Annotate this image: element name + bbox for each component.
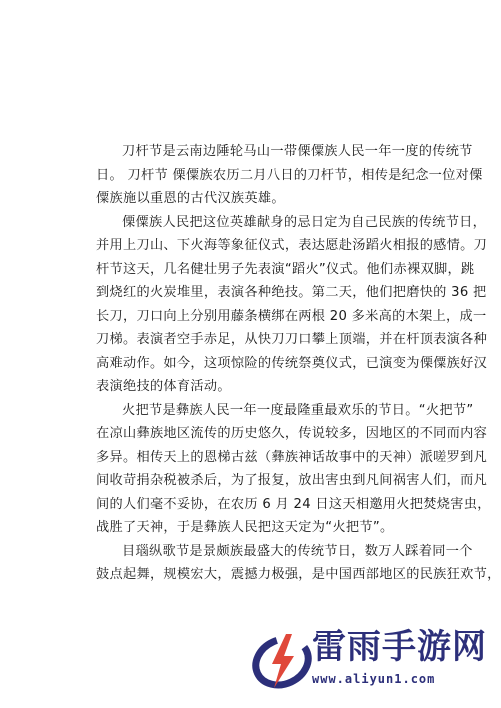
paragraph-line: 刀杆节是云南边陲轮马山一带傈僳族人民一年一度的传统节: [122, 144, 473, 159]
site-watermark: [250, 626, 487, 696]
paragraph-line: 杆节这天，几名健壮男子先表演“蹈火”仪式。他们赤裸双脚，跳: [96, 261, 475, 277]
paragraph-line: 僳族施以重恩的古代汉族英雄。: [96, 191, 285, 206]
paragraph-line: 间的人们毫不妥协，在农历 6 月 24 日这天相邀用火把焚烧害虫，: [96, 496, 491, 512]
paragraph-line: 长刀，刀口向上分别用藤条横绑在两根 20 多米高的木架上，成一: [96, 308, 487, 324]
paragraph-line: 目瑙纵歌节是景颇族最盛大的传统节日，数万人踩着同一个: [122, 543, 473, 559]
paragraph-line: 表演绝技的体育活动。: [96, 379, 231, 394]
paragraph-line: 火把节是彝族人民一年一度最隆重最欢乐的节日。“火把节”: [122, 402, 474, 418]
paragraph-line: 战胜了天神，于是彝族人民把这天定为“火把节”。: [96, 520, 394, 535]
document-body: [96, 140, 501, 587]
paragraph-line: 间收苛捐杂税被杀后，为了报复，放出害虫到凡间祸害人们，而凡: [96, 473, 488, 488]
paragraph-line: 到烧红的火炭堆里，表演各种绝技。第二天，他们把磨快的 36 把: [96, 285, 487, 300]
paragraph-line: 傈僳族人民把这位英雄献身的忌日定为自己民族的传统节日，: [122, 214, 487, 230]
paragraph-line: 多异。相传天上的恩梯古兹（彝族神话故事中的天神）派嗟罗到凡: [96, 449, 488, 465]
watermark-url: www.aliyun1.com: [312, 672, 436, 686]
paragraph-line: 鼓点起舞，规模宏大，震撼力极强，是中国西部地区的民族狂欢节，: [96, 567, 501, 582]
lightning-logo-icon: [250, 628, 314, 692]
watermark-title: 雷雨手游网: [312, 627, 487, 667]
paragraph-line: 并用上刀山、下火海等象征仪式，表达愿赴汤蹈火相报的感情。刀: [96, 238, 488, 253]
paragraph-line: 日。 刀杆节 傈僳族农历二月八日的刀杆节，相传是纪念一位对傈: [96, 167, 483, 183]
paragraph-line: 在凉山彝族地区流传的历史悠久，传说较多，因地区的不同而内容: [96, 426, 488, 441]
paragraph-line: 刀梯。表演者空手赤足，从快刀刀口攀上顶端，并在杆顶表演各种: [96, 332, 488, 347]
paragraph-line: 高难动作。如今，这项惊险的传统祭奠仪式，已演变为傈僳族好汉: [96, 355, 488, 371]
